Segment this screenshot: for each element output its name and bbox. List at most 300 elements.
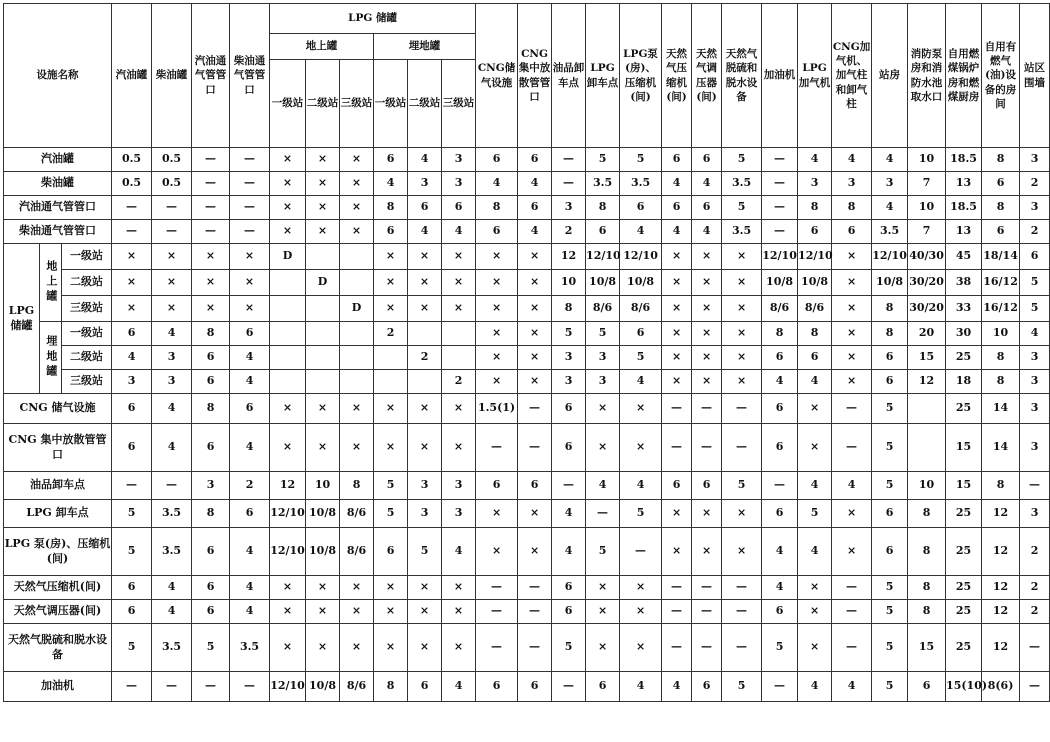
table-cell: — [692,600,722,624]
table-row [4,500,1050,528]
table-cell: × [408,600,442,624]
table-cell: 5 [620,346,662,370]
table-cell: × [476,370,518,394]
header-col-1: 柴油罐 [152,4,192,148]
table-cell: 25 [946,500,982,528]
table-cell: 8 [872,296,908,322]
table-cell: 6 [586,220,620,244]
table-cell: 6 [1020,244,1050,270]
table-cell: 5 [552,322,586,346]
table-cell: 5 [192,624,230,672]
table-cell: 6 [692,148,722,172]
table-cell: 5 [722,148,762,172]
table-cell: × [518,296,552,322]
table-cell: × [374,424,408,472]
table-cell: 6 [872,528,908,576]
table-cell: 5 [620,500,662,528]
table-cell: — [152,196,192,220]
table-cell: 6 [586,672,620,702]
table-cell: — [586,500,620,528]
table-cell [408,370,442,394]
table-cell: × [270,600,306,624]
table-cell: 3 [152,346,192,370]
table-cell: × [662,500,692,528]
table-cell: — [552,172,586,196]
table-cell: 6 [112,576,152,600]
table-cell: 5 [872,394,908,424]
header-after-7: 天然气脱硫和脱水设备 [722,4,762,148]
table-cell: 4 [692,220,722,244]
table-cell [270,322,306,346]
table-cell: 6 [476,672,518,702]
table-cell: 3 [586,346,620,370]
table-cell: — [1020,672,1050,702]
table-cell: × [270,220,306,244]
table-cell: — [832,424,872,472]
table-cell: — [518,394,552,424]
table-cell: 3 [408,172,442,196]
table-cell: — [476,600,518,624]
table-cell: — [192,672,230,702]
table-cell: 2 [1020,576,1050,600]
table-row [4,270,1050,296]
table-cell: 4 [832,472,872,500]
table-cell: 3 [192,472,230,500]
table-cell: × [722,296,762,322]
table-cell: × [692,244,722,270]
table-cell: 5 [374,472,408,500]
header-after-14: 自用有燃气(油)设备的房间 [982,4,1020,148]
table-cell: — [662,624,692,672]
table-cell: 6 [476,220,518,244]
table-cell: — [722,394,762,424]
table-cell: × [442,424,476,472]
table-cell [408,322,442,346]
table-cell: × [306,576,340,600]
table-cell: 8/6 [340,672,374,702]
table-cell: 4 [798,370,832,394]
table-cell: × [620,424,662,472]
table-cell: 8 [982,370,1020,394]
table-cell: 6 [518,672,552,702]
table-cell: 10/8 [306,528,340,576]
table-cell: 12/10 [270,672,306,702]
table-cell: 12 [552,244,586,270]
table-cell: 7 [908,172,946,196]
table-cell: 8/6 [620,296,662,322]
table-cell: 4 [832,148,872,172]
table-row [4,244,1050,270]
table-cell: 8 [374,672,408,702]
table-cell: 6 [552,394,586,424]
table-cell: 6 [112,322,152,346]
table-cell [374,370,408,394]
table-cell: × [832,346,872,370]
table-cell: 6 [192,600,230,624]
table-cell: — [662,576,692,600]
table-cell: 25 [946,528,982,576]
table-cell: × [662,528,692,576]
table-cell: × [692,270,722,296]
table-cell: 3 [1020,424,1050,472]
table-cell: 5 [586,528,620,576]
table-cell: 6 [112,600,152,624]
table-cell [442,346,476,370]
table-cell: × [230,270,270,296]
table-cell: × [692,370,722,394]
table-cell: 5 [722,672,762,702]
table-cell: 10 [552,270,586,296]
table-cell: — [762,196,798,220]
table-cell: × [374,624,408,672]
header-after-5: 天然气压缩机(间) [662,4,692,148]
table-cell: 6 [762,424,798,472]
table-cell: 6 [552,576,586,600]
table-cell: 25 [946,346,982,370]
table-cell: — [192,196,230,220]
table-cell: 4 [762,528,798,576]
table-cell: 10/8 [872,270,908,296]
table-cell: 4 [798,528,832,576]
table-cell: — [722,576,762,600]
table-cell: 3.5 [152,624,192,672]
table-cell: — [832,624,872,672]
table-cell: 8 [908,576,946,600]
table-cell: 4 [152,576,192,600]
table-cell: 2 [1020,600,1050,624]
table-cell: × [798,424,832,472]
header-after-4: LPG泵(房)、压缩机(间) [620,4,662,148]
table-cell: — [762,148,798,172]
table-cell: 3 [798,172,832,196]
table-cell: 4 [1020,322,1050,346]
table-cell: 30/20 [908,296,946,322]
row-name: 一级站 [62,244,112,270]
table-cell: 12/10 [586,244,620,270]
table-cell: × [476,244,518,270]
header-after-3: LPG卸车点 [586,4,620,148]
table-cell: 4 [230,576,270,600]
table-cell: 6 [552,424,586,472]
table-cell: 8 [982,346,1020,370]
table-cell: 2 [374,322,408,346]
table-cell: × [408,624,442,672]
table-cell: 4 [152,600,192,624]
table-cell: 15 [908,346,946,370]
table-cell: D [340,296,374,322]
table-cell: 12 [270,472,306,500]
table-cell [270,296,306,322]
table-cell: 3.5 [152,528,192,576]
table-cell: × [722,528,762,576]
table-cell: 13 [946,172,982,196]
row-name: 天然气脱硫和脱水设备 [4,624,112,672]
table-cell: 8 [872,322,908,346]
table-cell: 8 [762,322,798,346]
table-cell: 8 [832,196,872,220]
table-cell: × [798,576,832,600]
table-cell: — [662,424,692,472]
table-cell: 8 [982,196,1020,220]
table-cell: × [692,322,722,346]
table-cell: × [518,270,552,296]
table-cell: × [722,244,762,270]
table-cell: 3 [442,472,476,500]
table-cell: — [230,196,270,220]
table-cell: 4 [552,528,586,576]
table-row [4,220,1050,244]
table-cell: × [374,394,408,424]
table-row [4,672,1050,702]
table-cell: 4 [518,220,552,244]
table-cell: — [518,576,552,600]
table-cell: × [374,270,408,296]
table-cell: × [518,370,552,394]
above-ground-side-label: 地上罐 [40,244,62,322]
table-cell [340,322,374,346]
table-cell: 4 [230,346,270,370]
header-col-2: 汽油通气管管口 [192,4,230,148]
row-name: 柴油通气管管口 [4,220,112,244]
underground-side-label: 埋地罐 [40,322,62,394]
table-cell: — [1020,472,1050,500]
table-cell: 6 [408,196,442,220]
table-cell: 12 [982,528,1020,576]
table-cell: × [518,528,552,576]
header-under-grade-1: 一级站 [374,60,408,148]
table-cell: — [230,672,270,702]
table-cell: — [230,220,270,244]
table-cell: × [442,270,476,296]
table-cell: × [306,196,340,220]
table-cell: × [408,394,442,424]
table-cell: × [306,172,340,196]
table-cell: 4 [552,500,586,528]
table-cell: × [374,244,408,270]
table-cell: 2 [408,346,442,370]
table-cell: × [192,270,230,296]
table-cell: 6 [798,220,832,244]
table-cell: 12 [982,576,1020,600]
table-cell: × [798,600,832,624]
table-cell: — [230,148,270,172]
table-cell: × [476,296,518,322]
table-cell: 30/20 [908,270,946,296]
table-cell: 3.5 [620,172,662,196]
table-cell: 5 [620,148,662,172]
table-cell: 3 [408,472,442,500]
table-cell: 10/8 [306,500,340,528]
table-cell: × [270,172,306,196]
table-cell: — [476,424,518,472]
table-cell: 8 [908,500,946,528]
table-cell: × [270,394,306,424]
table-cell [340,244,374,270]
table-cell: — [152,472,192,500]
table-cell: 12/10 [762,244,798,270]
table-cell: 6 [692,472,722,500]
table-cell: 4 [662,672,692,702]
lpg-tank-side-label: LPG储罐 [4,244,40,394]
table-cell: 3 [586,370,620,394]
table-cell: 6 [762,500,798,528]
table-cell: × [270,196,306,220]
table-cell: 3.5 [152,500,192,528]
table-cell: — [476,576,518,600]
row-name: 汽油罐 [4,148,112,172]
table-cell: 4 [798,672,832,702]
table-cell: × [192,296,230,322]
table-cell: 5 [552,624,586,672]
table-cell: 12/10 [872,244,908,270]
table-row [4,472,1050,500]
table-cell: × [832,244,872,270]
table-cell: 4 [112,346,152,370]
table-cell [306,322,340,346]
table-cell: 3 [552,346,586,370]
table-cell: 10 [908,196,946,220]
table-cell: 8 [374,196,408,220]
table-cell: 6 [408,672,442,702]
table-cell: 3 [442,172,476,196]
table-cell [340,270,374,296]
table-row [4,322,1050,346]
table-cell: 5 [586,148,620,172]
table-cell: 3 [552,370,586,394]
table-cell: × [408,576,442,600]
table-cell: — [152,672,192,702]
spacing-table-page [3,3,1046,738]
table-cell: 8 [798,322,832,346]
table-cell: — [722,624,762,672]
table-cell: — [722,424,762,472]
table-cell: × [340,196,374,220]
table-cell: 6 [192,346,230,370]
table-cell: — [692,576,722,600]
table-cell: × [306,220,340,244]
table-cell: 6 [112,394,152,424]
row-name: LPG 泵(房)、压缩机(间) [4,528,112,576]
table-cell: 6 [762,346,798,370]
table-cell: 0.5 [112,148,152,172]
header-after-10: CNG加气机、加气柱和卸气柱 [832,4,872,148]
table-cell: 4 [762,370,798,394]
table-cell: 8 [476,196,518,220]
table-cell: 3 [1020,500,1050,528]
table-cell: × [832,296,872,322]
table-cell: 8/6 [340,500,374,528]
table-cell: × [476,500,518,528]
row-name: CNG 储气设施 [4,394,112,424]
table-cell: — [662,394,692,424]
table-cell [908,424,946,472]
table-cell: 6 [662,472,692,500]
table-cell: 7 [908,220,946,244]
table-cell: 6 [476,148,518,172]
table-cell: 25 [946,576,982,600]
table-cell: 4 [408,148,442,172]
header-after-11: 站房 [872,4,908,148]
table-cell [908,394,946,424]
table-cell: × [620,600,662,624]
table-cell: 4 [798,472,832,500]
table-cell: 15 [908,624,946,672]
table-cell: 5 [872,472,908,500]
table-cell: × [112,244,152,270]
table-cell: 5 [1020,296,1050,322]
table-cell: 4 [798,148,832,172]
table-cell: 4 [762,576,798,600]
table-cell: 6 [662,148,692,172]
table-cell: — [552,672,586,702]
table-cell: × [586,394,620,424]
table-cell: × [662,244,692,270]
table-cell: × [306,148,340,172]
table-cell: — [518,424,552,472]
table-cell: × [722,370,762,394]
table-cell: 0.5 [112,172,152,196]
table-row [4,600,1050,624]
table-cell: 6 [374,220,408,244]
table-cell: 3 [1020,196,1050,220]
table-cell: 33 [946,296,982,322]
table-cell: × [408,296,442,322]
table-cell: × [518,500,552,528]
table-cell: 12/10 [798,244,832,270]
table-cell: 6 [192,424,230,472]
table-body [4,148,1050,702]
table-cell: 8 [798,196,832,220]
table-cell: — [832,576,872,600]
table-cell: 6 [872,370,908,394]
table-cell: 4 [586,472,620,500]
table-cell: 5 [112,500,152,528]
table-cell: × [152,296,192,322]
table-cell: 5 [112,624,152,672]
table-cell: 8 [908,600,946,624]
table-cell: 6 [230,394,270,424]
table-cell [306,296,340,322]
table-cell: 6 [230,500,270,528]
table-cell: — [762,672,798,702]
table-cell: 10 [982,322,1020,346]
table-cell: × [340,424,374,472]
header-after-2: 油品卸车点 [552,4,586,148]
header-above-grade-2: 二级站 [306,60,340,148]
table-cell: 4 [442,220,476,244]
table-cell: 6 [762,394,798,424]
table-cell: 5 [872,624,908,672]
table-cell: 25 [946,600,982,624]
table-cell: — [832,394,872,424]
table-cell: × [662,370,692,394]
table-cell [306,244,340,270]
table-cell: 2 [442,370,476,394]
table-cell: 10 [306,472,340,500]
table-cell [442,322,476,346]
table-cell: × [620,394,662,424]
table-cell: × [306,394,340,424]
table-cell: — [662,600,692,624]
table-cell: × [374,600,408,624]
table-cell: 4 [374,172,408,196]
table-cell: × [832,370,872,394]
table-cell: 6 [112,424,152,472]
table-cell [270,346,306,370]
table-cell: × [476,528,518,576]
table-row [4,424,1050,472]
table-cell: — [692,624,722,672]
